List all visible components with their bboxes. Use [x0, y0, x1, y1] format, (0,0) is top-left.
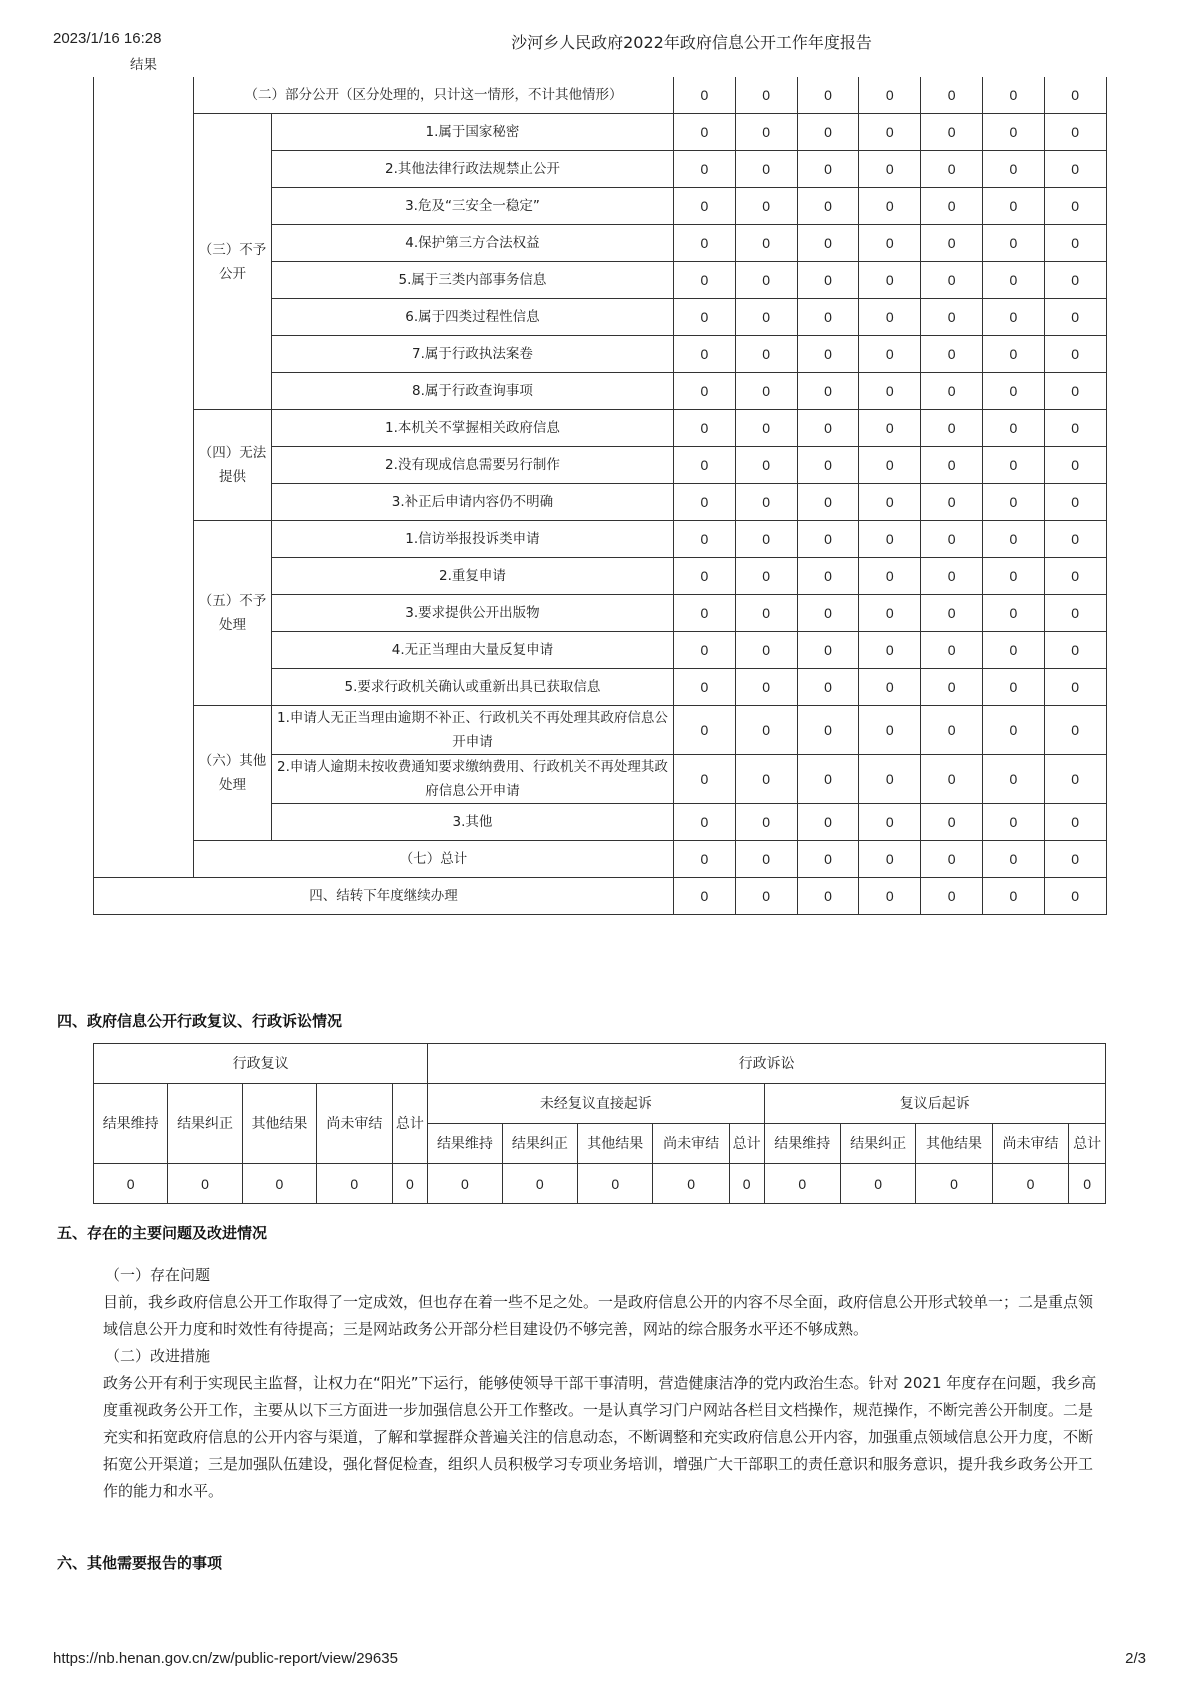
count-cell: 0 [674, 373, 736, 410]
count-cell: 0 [982, 373, 1044, 410]
count-cell: 0 [921, 225, 983, 262]
count-cell: 0 [674, 878, 736, 915]
count-cell: 0 [921, 336, 983, 373]
count-cell: 0 [859, 77, 921, 114]
paragraph: 目前，我乡政府信息公开工作取得了一定成效，但也存在着一些不足之处。一是政府信息公开的内容不尽全面，政府信息公开形式较单一；二是重点领域信息公开力度和时效性有待提高；三是网站政务公开部分栏目建设仍不够完善，网站的综合服务水平还不够成熟。 [103, 1293, 1094, 1338]
count-cell: 0 [1044, 632, 1106, 669]
count-cell: 0 [735, 755, 797, 804]
review-col-header: 尚未审结 [317, 1084, 392, 1164]
section-5-body [103, 1262, 1103, 1505]
count-cell: 0 [859, 336, 921, 373]
count-cell: 0 [797, 225, 859, 262]
count-cell: 0 [797, 484, 859, 521]
row-label: 3.其他 [272, 804, 674, 841]
count-cell: 0 [982, 410, 1044, 447]
count-cell: 0 [982, 114, 1044, 151]
row-label: 8.属于行政查询事项 [272, 373, 674, 410]
subsection-title: （二）改进措施 [105, 1347, 211, 1365]
count-cell: 0 [982, 447, 1044, 484]
page-title: 沙河乡人民政府2022年政府信息公开工作年度报告 [511, 33, 872, 52]
row-label: 3.补正后申请内容仍不明确 [272, 484, 674, 521]
row-label: 1.申请人无正当理由逾期不补正、行政机关不再处理其政府信息公开申请 [272, 706, 674, 755]
count-cell: 0 [859, 373, 921, 410]
count-cell: 0 [982, 262, 1044, 299]
count-cell: 0 [982, 755, 1044, 804]
review-col-header: 结果维持 [94, 1084, 168, 1164]
subsection-title: （一）存在问题 [105, 1266, 211, 1284]
count-cell: 0 [921, 558, 983, 595]
row-label: 6.属于四类过程性信息 [272, 299, 674, 336]
outer-result-label [94, 57, 194, 878]
count-cell: 0 [859, 484, 921, 521]
review-value: 0 [317, 1164, 392, 1204]
count-cell: 0 [1044, 77, 1106, 114]
row-label: 2.其他法律行政法规禁止公开 [272, 151, 674, 188]
count-cell: 0 [921, 706, 983, 755]
count-cell: 0 [859, 151, 921, 188]
count-cell: 0 [859, 299, 921, 336]
count-cell: 0 [674, 299, 736, 336]
count-cell: 0 [982, 841, 1044, 878]
count-cell: 0 [921, 632, 983, 669]
count-cell: 0 [735, 225, 797, 262]
count-cell: 0 [797, 151, 859, 188]
review-value: 0 [168, 1164, 242, 1204]
count-cell: 0 [735, 188, 797, 225]
count-cell: 0 [1044, 878, 1106, 915]
group-label-line: 处理 [219, 777, 246, 793]
post-review-col-header: 结果维持 [764, 1124, 840, 1164]
group-label [194, 521, 272, 706]
page-url: https://nb.henan.gov.cn/zw/public-report/view/29635 [53, 1650, 398, 1667]
row-label: 2.重复申请 [272, 558, 674, 595]
row-label: 7.属于行政执法案卷 [272, 336, 674, 373]
post-review-col-header: 总计 [1069, 1124, 1106, 1164]
count-cell: 0 [1044, 447, 1106, 484]
count-cell: 0 [921, 755, 983, 804]
count-cell: 0 [735, 77, 797, 114]
count-cell: 0 [674, 410, 736, 447]
count-cell: 0 [859, 841, 921, 878]
review-header: 行政复议 [94, 1044, 428, 1084]
count-cell: 0 [797, 114, 859, 151]
section-5-heading: 五、存在的主要问题及改进情况 [57, 1224, 268, 1242]
group-label-line: 处理 [219, 617, 246, 633]
group-label-line: 公开 [219, 265, 246, 282]
count-cell: 0 [1044, 188, 1106, 225]
carryover-label: 四、结转下年度继续办理 [94, 878, 674, 915]
count-cell: 0 [797, 632, 859, 669]
count-cell: 0 [921, 484, 983, 521]
count-cell: 0 [982, 151, 1044, 188]
post-review-col-header: 结果纠正 [840, 1124, 915, 1164]
direct-suit-value: 0 [578, 1164, 653, 1204]
count-cell: 0 [1044, 804, 1106, 841]
review-value: 0 [242, 1164, 316, 1204]
count-cell: 0 [797, 373, 859, 410]
post-review-value: 0 [916, 1164, 992, 1204]
direct-suit-header: 未经复议直接起诉 [428, 1084, 764, 1124]
group-label-line: （六）其他 [198, 753, 267, 769]
count-cell: 0 [797, 188, 859, 225]
count-cell: 0 [1044, 755, 1106, 804]
count-cell: 0 [674, 484, 736, 521]
count-cell: 0 [982, 77, 1044, 114]
count-cell: 0 [982, 188, 1044, 225]
direct-suit-value: 0 [729, 1164, 764, 1204]
count-cell: 0 [735, 632, 797, 669]
outer-result-label-text: 结果 [130, 57, 157, 73]
count-cell: 0 [982, 558, 1044, 595]
count-cell: 0 [674, 804, 736, 841]
count-cell: 0 [735, 151, 797, 188]
count-cell: 0 [982, 225, 1044, 262]
count-cell: 0 [859, 188, 921, 225]
count-cell: 0 [921, 410, 983, 447]
count-cell: 0 [921, 299, 983, 336]
count-cell: 0 [982, 669, 1044, 706]
row-label: 3.危及“三安全一稳定” [272, 188, 674, 225]
post-review-value: 0 [840, 1164, 915, 1204]
count-cell: 0 [859, 706, 921, 755]
group-label [194, 114, 272, 410]
count-cell: 0 [674, 114, 736, 151]
count-cell: 0 [735, 595, 797, 632]
review-value: 0 [392, 1164, 428, 1204]
count-cell: 0 [735, 878, 797, 915]
count-cell: 0 [674, 225, 736, 262]
count-cell: 0 [859, 595, 921, 632]
page-number: 2/3 [1125, 1650, 1146, 1667]
count-cell: 0 [797, 410, 859, 447]
count-cell: 0 [1044, 706, 1106, 755]
count-cell: 0 [859, 804, 921, 841]
table-row [94, 410, 1107, 447]
direct-suit-value: 0 [653, 1164, 729, 1204]
count-cell: 0 [797, 77, 859, 114]
review-value: 0 [94, 1164, 168, 1204]
paragraph: 政务公开有利于实现民主监督，让权力在“阳光”下运行，能够使领导干部干事清明，营造健康洁净的党内政治生态。针对 2021 年度存在问题，我乡高度重视政务公开工作，主要从以下三方面进一步加强信息公开工作整改。一是认真学习门户网站各栏目文档操作，规范操作，不断完善公开制度。二是充实和拓宽政府信息的公开内容与渠道，了解和掌握群众普遍关注的信息动态，不断调整和充实政府信息公开内容，加强重点领域信息公开力度，不断拓宽公开渠道；三是加强队伍建设，强化督促检查，组织人员积极学习专项业务培训，增强广大干部职工的责任意识和服务意识，提升我乡政务公开工作的能力和水平。 [103, 1374, 1097, 1500]
row-label: 3.要求提供公开出版物 [272, 595, 674, 632]
table-row [94, 878, 1107, 915]
count-cell: 0 [1044, 558, 1106, 595]
count-cell: 0 [982, 595, 1044, 632]
count-cell: 0 [674, 669, 736, 706]
count-cell: 0 [735, 521, 797, 558]
litigation-header: 行政诉讼 [428, 1044, 1106, 1084]
count-cell: 0 [797, 521, 859, 558]
count-cell: 0 [674, 151, 736, 188]
count-cell: 0 [735, 262, 797, 299]
count-cell: 0 [921, 804, 983, 841]
row-label: 4.保护第三方合法权益 [272, 225, 674, 262]
count-cell: 0 [1044, 336, 1106, 373]
post-review-suit-header: 复议后起诉 [764, 1084, 1106, 1124]
count-cell: 0 [735, 558, 797, 595]
count-cell: 0 [1044, 151, 1106, 188]
count-cell: 0 [921, 878, 983, 915]
table-row [94, 521, 1107, 558]
row-label: （二）部分公开（区分处理的，只计这一情形，不计其他情形） [194, 77, 674, 114]
count-cell: 0 [1044, 595, 1106, 632]
count-cell: 0 [797, 878, 859, 915]
count-cell: 0 [921, 114, 983, 151]
count-cell: 0 [1044, 521, 1106, 558]
direct-suit-value: 0 [502, 1164, 577, 1204]
count-cell: 0 [797, 262, 859, 299]
count-cell: 0 [982, 804, 1044, 841]
count-cell: 0 [674, 447, 736, 484]
count-cell: 0 [1044, 373, 1106, 410]
count-cell: 0 [921, 521, 983, 558]
direct-col-header: 结果维持 [428, 1124, 502, 1164]
count-cell: 0 [921, 841, 983, 878]
review-litigation-table [93, 1043, 1106, 1204]
count-cell: 0 [921, 188, 983, 225]
table-row [94, 77, 1107, 114]
count-cell: 0 [859, 262, 921, 299]
row-label: 5.要求行政机关确认或重新出具已获取信息 [272, 669, 674, 706]
count-cell: 0 [674, 336, 736, 373]
row-label: 1.本机关不掌握相关政府信息 [272, 410, 674, 447]
row-label: 4.无正当理由大量反复申请 [272, 632, 674, 669]
group-label-line: （四）无法 [198, 445, 267, 461]
row-label: 1.属于国家秘密 [272, 114, 674, 151]
group-label [194, 706, 272, 841]
group-label-line: 提供 [219, 469, 246, 485]
count-cell: 0 [1044, 669, 1106, 706]
count-cell: 0 [1044, 262, 1106, 299]
count-cell: 0 [921, 373, 983, 410]
count-cell: 0 [735, 484, 797, 521]
count-cell: 0 [735, 804, 797, 841]
direct-suit-value: 0 [428, 1164, 502, 1204]
count-cell: 0 [859, 447, 921, 484]
direct-col-header: 结果纠正 [502, 1124, 577, 1164]
post-review-value: 0 [764, 1164, 840, 1204]
count-cell: 0 [674, 755, 736, 804]
group-label-line: （五）不予 [198, 593, 267, 609]
count-cell: 0 [797, 447, 859, 484]
count-cell: 0 [859, 558, 921, 595]
count-cell: 0 [921, 447, 983, 484]
count-cell: 0 [735, 336, 797, 373]
group-label [194, 410, 272, 521]
count-cell: 0 [735, 299, 797, 336]
total-label: （七）总计 [194, 841, 674, 878]
count-cell: 0 [921, 595, 983, 632]
count-cell: 0 [982, 299, 1044, 336]
table-row [94, 841, 1107, 878]
application-results-table [93, 57, 1107, 915]
review-col-header: 总计 [392, 1084, 428, 1164]
count-cell: 0 [1044, 410, 1106, 447]
count-cell: 0 [797, 669, 859, 706]
review-col-header: 结果纠正 [168, 1084, 242, 1164]
count-cell: 0 [1044, 484, 1106, 521]
direct-col-header: 总计 [729, 1124, 764, 1164]
count-cell: 0 [982, 632, 1044, 669]
print-timestamp: 2023/1/16 16:28 [53, 30, 162, 47]
count-cell: 0 [735, 373, 797, 410]
count-cell: 0 [735, 447, 797, 484]
review-col-header: 其他结果 [242, 1084, 316, 1164]
row-label: 2.申请人逾期未按收费通知要求缴纳费用、行政机关不再处理其政府信息公开申请 [272, 755, 674, 804]
post-review-value: 0 [992, 1164, 1068, 1204]
count-cell: 0 [921, 151, 983, 188]
count-cell: 0 [982, 521, 1044, 558]
count-cell: 0 [735, 706, 797, 755]
count-cell: 0 [674, 521, 736, 558]
count-cell: 0 [674, 706, 736, 755]
count-cell: 0 [1044, 114, 1106, 151]
count-cell: 0 [859, 225, 921, 262]
count-cell: 0 [797, 558, 859, 595]
count-cell: 0 [797, 755, 859, 804]
count-cell: 0 [797, 336, 859, 373]
count-cell: 0 [674, 188, 736, 225]
count-cell: 0 [735, 841, 797, 878]
count-cell: 0 [921, 669, 983, 706]
table-row [94, 114, 1107, 151]
count-cell: 0 [859, 114, 921, 151]
count-cell: 0 [674, 558, 736, 595]
direct-col-header: 其他结果 [578, 1124, 653, 1164]
count-cell: 0 [674, 632, 736, 669]
post-review-value: 0 [1069, 1164, 1106, 1204]
count-cell: 0 [735, 410, 797, 447]
count-cell: 0 [1044, 841, 1106, 878]
group-label-line: （三）不予 [198, 241, 267, 258]
count-cell: 0 [859, 410, 921, 447]
count-cell: 0 [1044, 225, 1106, 262]
count-cell: 0 [921, 77, 983, 114]
count-cell: 0 [859, 878, 921, 915]
count-cell: 0 [797, 841, 859, 878]
count-cell: 0 [921, 262, 983, 299]
count-cell: 0 [674, 262, 736, 299]
count-cell: 0 [797, 804, 859, 841]
count-cell: 0 [859, 669, 921, 706]
count-cell: 0 [982, 336, 1044, 373]
count-cell: 0 [735, 669, 797, 706]
count-cell: 0 [797, 706, 859, 755]
section-6-heading: 六、其他需要报告的事项 [57, 1554, 223, 1572]
count-cell: 0 [982, 878, 1044, 915]
count-cell: 0 [797, 299, 859, 336]
row-label: 2.没有现成信息需要另行制作 [272, 447, 674, 484]
count-cell: 0 [1044, 299, 1106, 336]
post-review-col-header: 其他结果 [916, 1124, 992, 1164]
count-cell: 0 [797, 595, 859, 632]
count-cell: 0 [674, 595, 736, 632]
table-row [94, 1164, 1106, 1204]
count-cell: 0 [674, 77, 736, 114]
count-cell: 0 [982, 706, 1044, 755]
count-cell: 0 [982, 484, 1044, 521]
section-4-heading: 四、政府信息公开行政复议、行政诉讼情况 [57, 1012, 343, 1030]
direct-col-header: 尚未审结 [653, 1124, 729, 1164]
count-cell: 0 [859, 755, 921, 804]
row-label: 1.信访举报投诉类申请 [272, 521, 674, 558]
table-row [94, 706, 1107, 755]
count-cell: 0 [859, 521, 921, 558]
count-cell: 0 [859, 632, 921, 669]
row-label: 5.属于三类内部事务信息 [272, 262, 674, 299]
count-cell: 0 [735, 114, 797, 151]
count-cell: 0 [674, 841, 736, 878]
post-review-col-header: 尚未审结 [992, 1124, 1068, 1164]
